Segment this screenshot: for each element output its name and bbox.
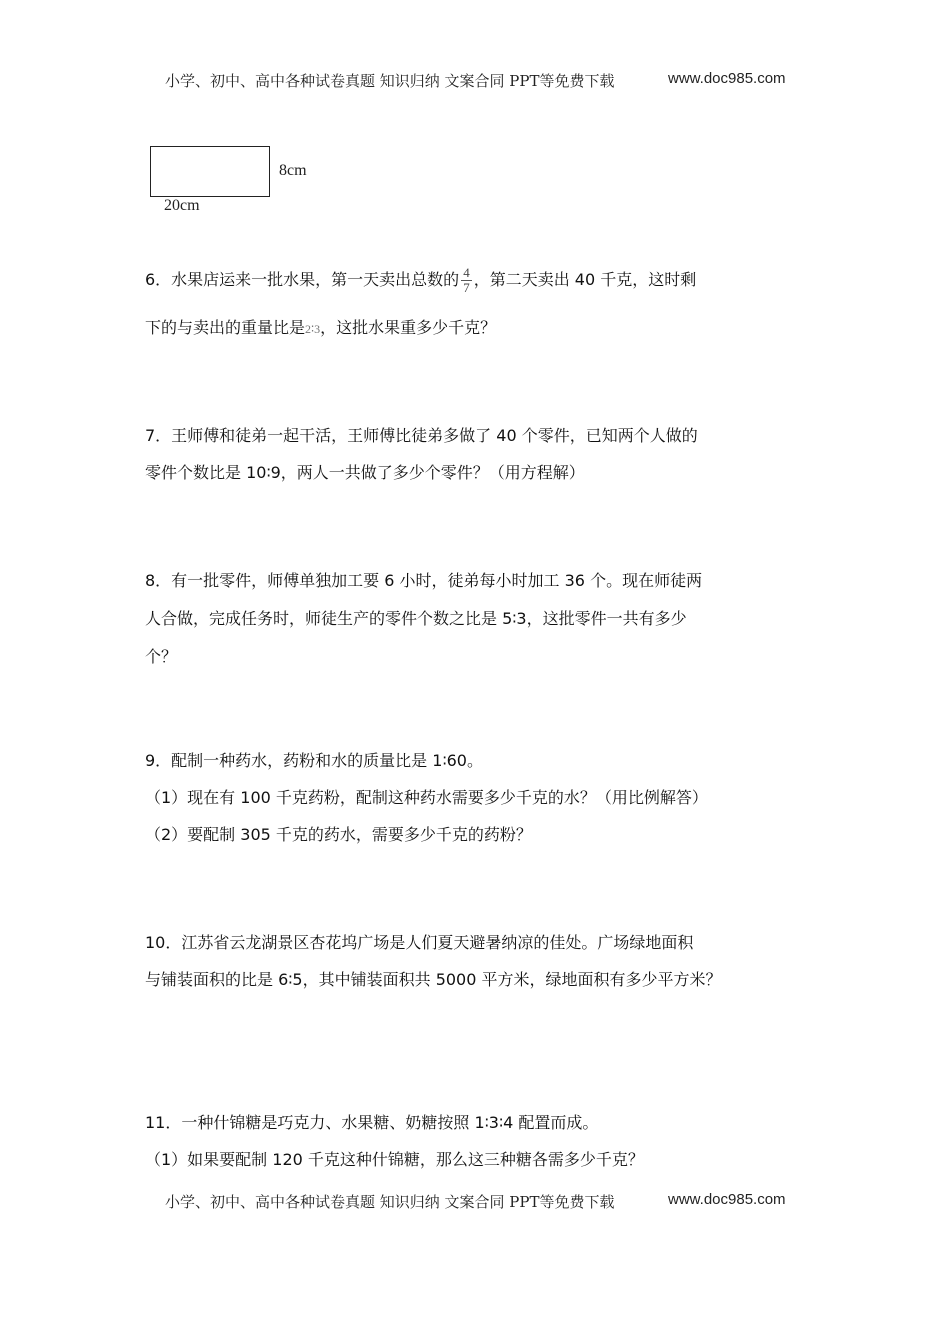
fraction-four-sevenths [461,266,472,295]
fraction-numerator: 4 [463,265,470,280]
q6-text-b: ，第二天卖出 40 千克，这时剩 [473,270,697,289]
header-url: www.doc985.com [668,70,786,87]
question-9-line-1: 9．配制一种药水，药粉和水的质量比是 1∶60。 [145,751,483,770]
question-7-line-1: 7．王师傅和徒弟一起干活，王师傅比徒弟多做了 40 个零件，已知两个人做的 [145,426,698,445]
fraction-denominator: 7 [463,280,470,295]
q6-text-d: ，这批水果重多少千克？ [320,318,497,337]
question-7-line-2: 零件个数比是 10∶9，两人一共做了多少个零件？（用方程解） [145,463,585,482]
question-8-line-3: 个？ [145,647,178,666]
question-11-line-1: 11．一种什锦糖是巧克力、水果糖、奶糖按照 1∶3∶4 配置而成。 [145,1113,599,1132]
question-8-line-1: 8．有一批零件，师傅单独加工要 6 小时，徒弟每小时加工 36 个。现在师徒两 [145,571,703,590]
footer-url: www.doc985.com [668,1191,786,1208]
q6-text-c: 下的与卖出的重量比是 [145,318,306,337]
q6-text-a: 6．水果店运来一批水果，第一天卖出总数的 [145,270,460,289]
question-8-line-2: 人合做，完成任务时，师徒生产的零件个数之比是 5∶3，这批零件一共有多少 [145,609,687,628]
q6-ratio: 2∶3 [305,322,321,336]
question-6-line-1 [145,266,696,295]
question-9-line-2: （1）现在有 100 千克药粉，配制这种药水需要多少千克的水？（用比例解答） [145,788,708,807]
question-11-line-2: （1）如果要配制 120 千克这种什锦糖，那么这三种糖各需多少千克？ [145,1150,644,1169]
footer-text: 小学、初中、高中各种试卷真题 知识归纳 文案合同 PPT等免费下载 [165,1193,615,1211]
rectangle-figure [150,146,270,197]
question-6-line-2 [145,318,496,339]
rectangle-width-label: 20cm [164,197,200,214]
question-10-line-2: 与铺装面积的比是 6∶5，其中铺装面积共 5000 平方米，绿地面积有多少平方米？ [145,970,722,989]
header-text: 小学、初中、高中各种试卷真题 知识归纳 文案合同 PPT等免费下载 [165,72,615,90]
question-9-line-3: （2）要配制 305 千克的药水，需要多少千克的药粉？ [145,825,532,844]
question-10-line-1: 10．江苏省云龙湖景区杏花坞广场是人们夏天避暑纳凉的佳处。广场绿地面积 [145,933,694,952]
rectangle-height-label: 8cm [279,162,307,179]
